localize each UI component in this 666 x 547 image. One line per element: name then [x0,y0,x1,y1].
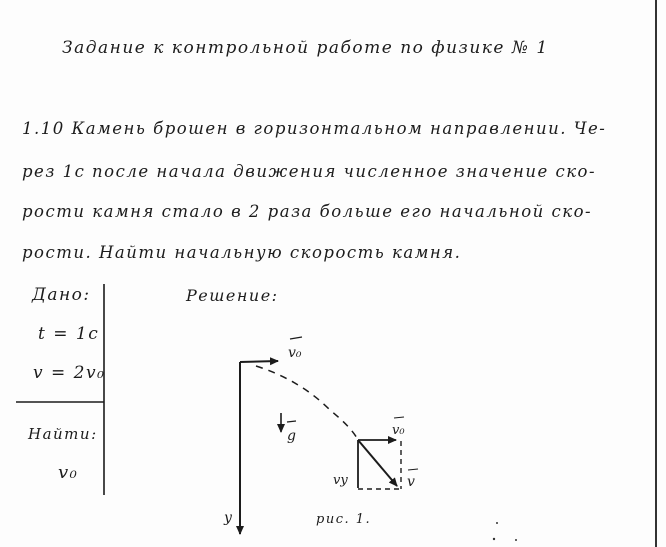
v0-corner-label: v₀ [392,423,405,438]
assignment-title: Задание к контрольной работе по физике № 1 [62,38,549,58]
trajectory-path [256,366,358,440]
v-vector-bar [408,469,418,470]
g-vector-bar [287,421,296,422]
vy-label: vy [333,473,348,488]
v-label: v [407,474,415,490]
given-label: Дано: [32,285,91,305]
v0-top-label: v₀ [288,345,302,361]
problem-line-4: рости. Найти начальную скорость камня. [22,243,462,262]
solution-label: Решение: [186,286,279,305]
problem-line-2: рез 1с после начала движения численное значение ско- [22,162,597,181]
g-label: g [287,428,296,444]
given-time: t = 1с [38,324,100,344]
x-axis-arrow [240,361,278,362]
v0-corner-vector-bar [394,417,404,418]
problem-line-1: 1.10 Камень брошен в горизонтальном направлении. Че- [22,119,607,138]
figure-caption: рис. 1. [316,512,372,527]
ink-speck [493,538,495,540]
ink-speck [496,522,498,524]
problem-line-3: рости камня стало в 2 раза больше его начальной ско- [22,202,593,221]
ink-speck [515,539,517,541]
v0-top-vector-bar [290,337,302,339]
find-label: Найти: [28,425,98,443]
given-velocity-ratio: v = 2v₀ [33,363,106,383]
find-value: v₀ [58,462,79,483]
resultant-velocity-arrow [358,440,397,486]
y-axis-label: y [224,510,232,526]
